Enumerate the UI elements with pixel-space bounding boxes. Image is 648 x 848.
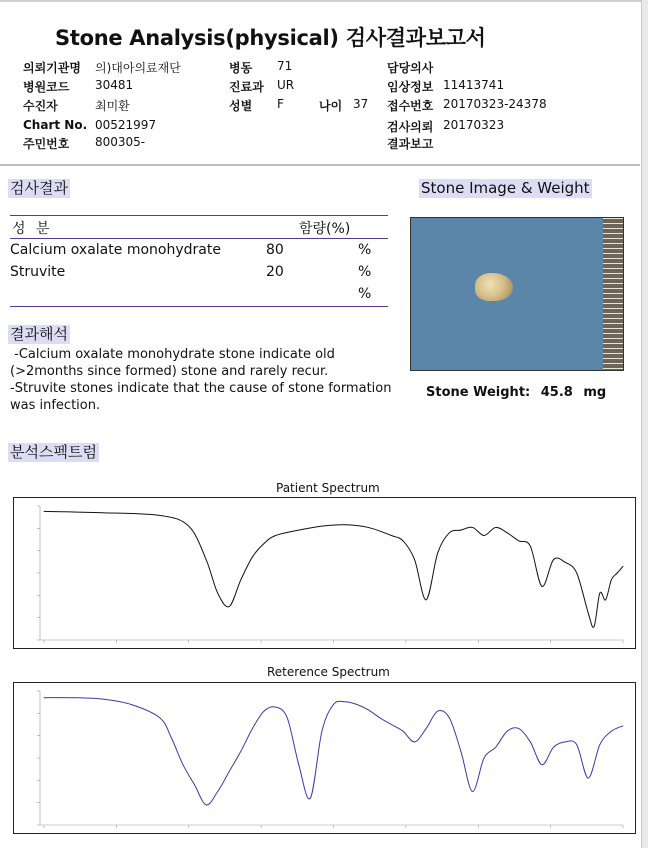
spectrum-point	[426, 599, 427, 600]
reference-spectrum-svg	[14, 683, 635, 833]
spectrum-series-line	[44, 698, 623, 805]
spectrum-point	[229, 606, 230, 607]
value-sex: F	[277, 97, 284, 111]
reference-spectrum-chart	[13, 682, 636, 834]
interpretation-line: (>2months since formed) stone and rarely recur.	[10, 364, 329, 379]
spectrum-point	[623, 725, 624, 726]
spectrum-point	[530, 546, 531, 547]
spectrum-point	[333, 704, 334, 705]
spectrum-point	[594, 626, 595, 627]
spectrum-point	[449, 532, 450, 533]
interpretation-line: -Struvite stones indicate that the cause of stone formation	[10, 381, 392, 396]
spectrum-point	[240, 751, 241, 752]
spectrum-point	[414, 742, 415, 743]
label-result-report: 결과보고	[387, 137, 434, 151]
stone-weight-value: 45.8	[540, 385, 573, 400]
spectrum-point	[449, 717, 450, 718]
spectrum-point	[102, 699, 103, 700]
spectrum-point	[368, 709, 369, 710]
stone-weight	[426, 385, 606, 400]
label-test-request: 검사의뢰	[387, 120, 434, 134]
spectrum-point	[484, 758, 485, 759]
label-age: 나이	[319, 99, 343, 113]
row-1-unit: %	[358, 242, 372, 258]
spectrum-point	[183, 764, 184, 765]
value-ward: 71	[277, 59, 293, 73]
spectrum-point	[275, 707, 276, 708]
spectrum-point	[565, 742, 566, 743]
spectrum-point	[298, 530, 299, 531]
table-bottom-rule	[10, 306, 388, 307]
window-scrollbar[interactable]	[641, 0, 648, 848]
stone-weight-label: Stone Weight:	[426, 385, 531, 400]
value-age: 37	[353, 97, 369, 111]
row-2-amount: 20	[266, 264, 284, 280]
spectrum-point	[345, 524, 346, 525]
spectrum-point	[414, 559, 415, 560]
label-clinical-info: 임상정보	[387, 80, 434, 94]
spectrum-point	[264, 543, 265, 544]
spectrum-point	[298, 764, 299, 765]
spectrum-point	[617, 573, 618, 574]
spectrum-point	[472, 527, 473, 528]
label-resident-no: 주민번호	[23, 137, 70, 151]
spectrum-point	[322, 731, 323, 732]
spectrum-point	[194, 784, 195, 785]
stone-image-heading: Stone Image & Weight	[421, 179, 590, 197]
patient-spectrum-title: Patient Spectrum	[276, 481, 380, 495]
label-ward: 병동	[229, 61, 253, 75]
interpretation-heading: 결과해석	[10, 325, 68, 343]
reference-spectrum-title: Reterence Spectrum	[267, 665, 390, 679]
spectrum-point	[44, 697, 45, 698]
label-requesting-institution: 의뢰기관명	[23, 61, 81, 75]
spectrum-point	[599, 593, 600, 594]
spectrum-point	[553, 747, 554, 748]
spectrum-point	[507, 532, 508, 533]
spectrum-point	[518, 540, 519, 541]
spectrum-point	[599, 744, 600, 745]
label-department: 진료과	[229, 80, 264, 94]
spectrum-point	[252, 728, 253, 729]
spectrum-point	[379, 717, 380, 718]
spectrum-point	[73, 697, 74, 698]
spectrum-point	[44, 511, 45, 512]
spectrum-point	[611, 579, 612, 580]
top-border	[0, 0, 648, 2]
interpretation-line: -Calcium oxalate monohydrate stone indicate old	[10, 347, 335, 362]
label-receipt-no: 접수번호	[387, 99, 434, 113]
label-attending-doctor: 담당의사	[387, 61, 434, 75]
stone-specimen	[475, 273, 513, 301]
spectrum-point	[576, 573, 577, 574]
spectrum-point	[310, 798, 311, 799]
spectrum-point	[437, 711, 438, 712]
value-requesting-institution: 의)대아의료재단	[95, 61, 181, 75]
spectrum-point	[252, 557, 253, 558]
spectrum-point	[605, 599, 606, 600]
spectrum-point	[403, 540, 404, 541]
label-chart-no: Chart No.	[23, 118, 88, 132]
value-chart-no: 00521997	[95, 118, 157, 132]
table-top-rule	[10, 215, 388, 216]
spectrum-point	[460, 751, 461, 752]
spectrum-point	[229, 771, 230, 772]
spectrum-point	[322, 526, 323, 527]
stone-photo	[410, 217, 624, 371]
spectrum-point	[588, 778, 589, 779]
spectrum-point	[518, 728, 519, 729]
spectrum-point	[437, 553, 438, 554]
label-patient-name: 수진자	[23, 99, 58, 113]
spectrum-heading: 분석스펙트럼	[10, 443, 97, 461]
spectrum-point	[159, 515, 160, 516]
spectrum-point	[507, 731, 508, 732]
interpretation-line: was infection.	[10, 398, 101, 413]
header-divider	[0, 164, 640, 166]
spectrum-point	[130, 704, 131, 705]
spectrum-point	[542, 764, 543, 765]
table-header-rule	[10, 238, 388, 239]
row-1-component: Calcium oxalate monohydrate	[10, 242, 221, 258]
patient-spectrum-svg	[14, 498, 635, 648]
spectrum-point	[217, 593, 218, 594]
spectrum-point	[368, 527, 369, 528]
measurement-ruler	[603, 218, 623, 370]
report-title: Stone Analysis(physical) 검사결과보고서	[55, 26, 486, 50]
spectrum-point	[542, 586, 543, 587]
spectrum-point	[426, 728, 427, 729]
value-test-request: 20170323	[443, 118, 505, 132]
spectrum-point	[460, 530, 461, 531]
value-clinical-info: 11413741	[443, 78, 505, 92]
value-hospital-code: 30481	[95, 78, 134, 92]
row-3-unit: %	[358, 286, 372, 302]
value-receipt-no: 20170323-24378	[443, 97, 547, 111]
label-hospital-code: 병원코드	[23, 80, 70, 94]
spectrum-point	[495, 527, 496, 528]
spectrum-point	[576, 744, 577, 745]
spectrum-point	[565, 562, 566, 563]
spectrum-point	[345, 701, 346, 702]
spectrum-point	[588, 613, 589, 614]
spectrum-point	[287, 717, 288, 718]
spectrum-point	[391, 535, 392, 536]
spectrum-point	[188, 526, 189, 527]
spectrum-point	[484, 535, 485, 536]
spectrum-point	[206, 805, 207, 806]
spectrum-point	[403, 731, 404, 732]
spectrum-point	[240, 579, 241, 580]
row-1-amount: 80	[266, 242, 284, 258]
spectrum-point	[206, 559, 207, 560]
spectrum-point	[275, 535, 276, 536]
row-2-unit: %	[358, 264, 372, 280]
col-component: 성 분	[12, 221, 53, 237]
spectrum-point	[623, 566, 624, 567]
results-heading: 검사결과	[10, 179, 68, 197]
spectrum-point	[356, 704, 357, 705]
interpretation-text	[10, 346, 402, 414]
spectrum-point	[530, 742, 531, 743]
spectrum-point	[264, 711, 265, 712]
spectrum-point	[495, 747, 496, 748]
spectrum-series-line	[44, 511, 623, 627]
spectrum-point	[391, 724, 392, 725]
spectrum-point	[102, 512, 103, 513]
spectrum-point	[553, 559, 554, 560]
spectrum-point	[472, 791, 473, 792]
label-sex: 성별	[229, 99, 253, 113]
stone-weight-unit: mg	[583, 385, 607, 400]
row-2-component: Struvite	[10, 264, 66, 280]
value-department: UR	[277, 78, 295, 92]
spectrum-point	[159, 717, 160, 718]
spectrum-point	[217, 791, 218, 792]
value-resident-no: 800305-	[95, 135, 146, 149]
value-patient-name: 최미환	[95, 99, 130, 113]
spectrum-point	[171, 738, 172, 739]
spectrum-point	[611, 731, 612, 732]
patient-spectrum-chart	[13, 497, 636, 649]
col-amount: 함량(%)	[299, 221, 351, 237]
